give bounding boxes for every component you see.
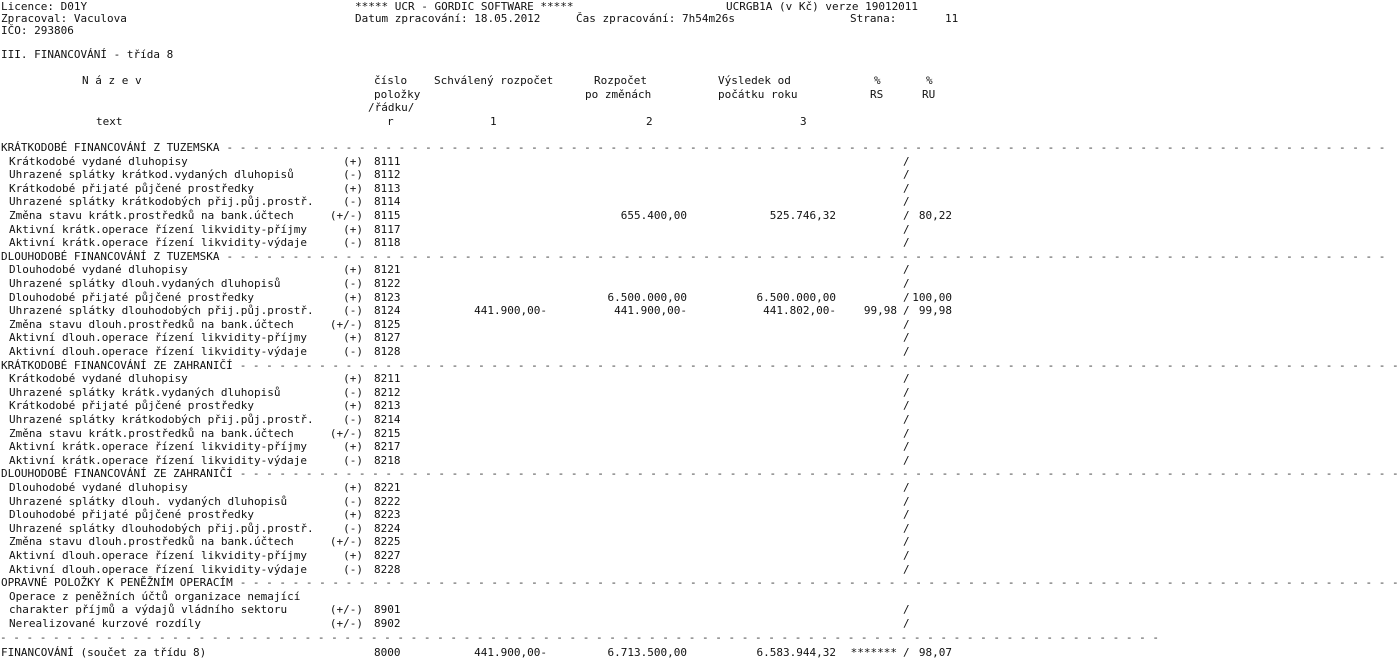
row-name: Krátkodobé přijaté půjčené prostředky [9,399,255,413]
col-rozpocet-2: po změnách [585,88,652,101]
row-code: 8114 [374,195,401,209]
row-sign: (-) [343,168,363,182]
row-name: Uhrazené splátky krátkodobých přij.půj.prostř. [9,195,314,209]
row-slash: / [903,345,910,358]
row-slash: / [903,236,910,250]
total-pct-rs: ******* [850,646,897,660]
row-name: Změna stavu krátk.prostředků na bank.účtech [9,426,294,440]
row-sign: (+) [343,399,363,413]
row-name: Aktivní krátk.operace řízení likvidity-příjmy [9,440,308,454]
row-name: Aktivní dlouh.operace řízení likvidity-příjmy [9,331,308,345]
row-sign: (-) [343,521,363,535]
row-name: Operace z peněžních účtů organizace nemající [9,589,301,603]
row-slash: / [903,263,910,277]
col-cislo-3: /řádku/ [368,101,415,114]
row-code: 8122 [374,277,401,290]
row-rozpocet: 441.900,00- [614,304,687,318]
row-sign: (-) [343,195,363,209]
row-code: 8225 [374,535,401,549]
row-sign: (+/-) [329,603,363,617]
col-cislo-4: r [387,115,394,128]
row-vysledek: 441.802,00- [763,304,836,318]
row-code: 8125 [374,317,401,331]
row-sign: (+) [343,181,363,195]
section-dash-line: - - - - - - - - - - - - - - - - - - - - - - - - - - - - - - - - - - - - - - - - - - - - - - - - - - - - - - - - - - - - - - - - - - - - - - - - - - - - - - - - - - - - - - - - [239,576,1399,590]
row-slash: / [903,603,910,617]
row-name: Krátkodobé přijaté půjčené prostředky [9,181,255,195]
total-rozpocet: 6.713.500,00 [607,646,687,660]
section-title: III. FINANCOVÁNÍ - třída 8 [1,48,174,61]
col-pct-rs-1: % [874,74,881,87]
row-slash: / [903,181,910,195]
row-sign: (-) [343,413,363,426]
row-slash: / [903,209,910,222]
section-dash-line: - - - - - - - - - - - - - - - - - - - - - - - - - - - - - - - - - - - - - - - - - - - - - - - - - - - - - - - - - - - - - - - - - - - - - - - - - - - - - - - - - - - - - - - - [226,249,1386,263]
row-sign: (+/-) [329,317,363,331]
row-name: Dlouhodobé vydané dluhopisy [9,263,188,277]
section-dash-line: - - - - - - - - - - - - - - - - - - - - - - - - - - - - - - - - - - - - - - - - - - - - - - - - - - - - - - - - - - - - - - - - - - - - - - - - - - - - - - - - - - - - - - - - [239,467,1399,481]
col-text: text [96,115,123,128]
row-slash: / [903,508,910,522]
col-schvaleny-n: 1 [490,115,497,128]
row-sign: (+) [343,154,363,168]
row-code: 8214 [374,413,401,426]
row-slash: / [903,494,910,508]
row-sign: (+) [343,549,363,562]
row-code: 8221 [374,481,401,494]
strana-label: Strana: [850,12,897,25]
row-code: 8222 [374,494,401,508]
row-code: 8211 [374,372,401,386]
row-code: 8128 [374,345,401,358]
row-code: 8124 [374,304,401,318]
total-vysledek: 6.583.944,32 [756,646,836,660]
row-sign: (-) [343,385,363,399]
row-sign: (+) [343,290,363,304]
row-name: Uhrazené splátky krátk.vydaných dluhopisů [9,385,281,399]
row-code: 8224 [374,521,401,535]
row-code: 8127 [374,331,401,345]
row-slash: / [903,277,910,290]
row-sign: (+) [343,372,363,386]
row-slash: / [903,535,910,549]
row-slash: / [903,413,910,426]
row-slash: / [903,304,910,318]
row-code: 8118 [374,236,401,250]
row-code: 8215 [374,426,401,440]
section-heading: KRÁTKODOBÉ FINANCOVÁNÍ Z TUZEMSKA [1,141,220,154]
row-name: Krátkodobé vydané dluhopisy [9,154,188,168]
row-name: Aktivní dlouh.operace řízení likvidity-výdaje [9,345,308,358]
row-vysledek: 525.746,32 [769,209,836,222]
row-name: Dlouhodobé přijaté půjčené prostředky [9,290,255,304]
row-vysledek: 6.500.000,00 [756,290,836,304]
col-schvaleny: Schválený rozpočet [434,74,554,87]
row-slash: / [903,440,910,454]
row-name: Krátkodobé vydané dluhopisy [9,372,188,386]
col-pct-ru-1: % [926,74,933,87]
row-name: Uhrazené splátky krátkod.vydaných dluhopisů [9,168,294,182]
row-name: Dlouhodobé vydané dluhopisy [9,481,188,494]
row-slash: / [903,453,910,467]
col-cislo-1: číslo [374,74,408,87]
row-slash: / [903,290,910,304]
row-sign: (+) [343,481,363,494]
row-sign: (+/-) [329,617,363,630]
row-sign: (+/-) [329,209,363,222]
row-sign: (-) [343,453,363,467]
row-slash: / [903,521,910,535]
row-schvaleny: 441.900,00- [474,304,547,318]
row-name: Uhrazené splátky krátkodobých přij.půj.prostř. [9,413,314,426]
row-slash: / [903,549,910,562]
row-name: Aktivní krátk.operace řízení likvidity-příjmy [9,222,308,236]
row-code: 8213 [374,399,401,413]
col-pct-ru-2: RU [922,88,936,101]
section-heading: OPRAVNÉ POLOŽKY K PENĚŽNÍM OPERACÍM [1,576,233,590]
total-name: FINANCOVÁNÍ (součet za třídu 8) [1,646,207,660]
col-vysledek-2: počátku roku [718,88,798,101]
row-slash: / [903,385,910,399]
row-rozpocet: 6.500.000,00 [607,290,687,304]
ico: IČO: 293806 [1,24,74,37]
row-name: Aktivní krátk.operace řízení likvidity-výdaje [9,236,308,250]
report-code: UCRGB1A (v Kč) verze 19012011 [726,0,919,13]
row-sign: (+/-) [329,535,363,549]
row-slash: / [903,562,910,576]
row-name: Změna stavu krátk.prostředků na bank.účtech [9,209,294,222]
cas-zpracovani: Čas zpracování: 7h54m26s [576,12,735,25]
total-code: 8000 [374,646,401,660]
row-name: Nerealizované kurzové rozdíly [9,617,202,630]
row-sign: (+) [343,440,363,454]
row-code: 8113 [374,181,401,195]
section-dash-line: - - - - - - - - - - - - - - - - - - - - - - - - - - - - - - - - - - - - - - - - - - - - - - - - - - - - - - - - - - - - - - - - - - - - - - - - - - - - - - - - - - - - - - - - [239,358,1399,372]
col-cislo-2: položky [374,88,421,101]
row-name: Dlouhodobé přijaté půjčené prostředky [9,508,255,522]
row-sign: (+) [343,263,363,277]
total-slash: / [903,646,910,660]
row-slash: / [903,222,910,236]
row-code: 8902 [374,617,401,630]
row-code: 8121 [374,263,401,277]
software-banner: ***** UCR - GORDIC SOFTWARE ***** [355,0,574,13]
total-schvaleny: 441.900,00- [474,646,547,660]
zpracoval: Zpracoval: Vaculova [1,12,127,25]
section-heading: DLOUHODOBÉ FINANCOVÁNÍ Z TUZEMSKA [1,249,220,263]
section-dash-line: - - - - - - - - - - - - - - - - - - - - - - - - - - - - - - - - - - - - - - - - - - - - - - - - - - - - - - - - - - - - - - - - - - - - - - - - - - - - - - - - - - - - - - - - [226,141,1386,154]
row-code: 8218 [374,453,401,467]
row-sign: (-) [343,494,363,508]
row-code: 8901 [374,603,401,617]
row-sign: (-) [343,304,363,318]
section-heading: DLOUHODOBÉ FINANCOVÁNÍ ZE ZAHRANIČÍ [1,467,233,481]
section-heading: KRÁTKODOBÉ FINANCOVÁNÍ ZE ZAHRANIČÍ [1,358,233,372]
row-slash: / [903,617,910,630]
row-slash: / [903,372,910,386]
col-nazev: N á z e v [82,74,142,87]
row-name: Aktivní krátk.operace řízení likvidity-výdaje [9,453,308,467]
row-slash: / [903,168,910,182]
col-vysledek-1: Výsledek od [718,74,791,87]
col-pct-rs-2: RS [870,88,884,101]
col-rozpocet-n: 2 [646,115,653,128]
row-slash: / [903,399,910,413]
row-code: 8227 [374,549,401,562]
row-name: Změna stavu dlouh.prostředků na bank.účtech [9,535,294,549]
col-rozpocet-1: Rozpočet [594,74,647,87]
row-name: charakter příjmů a výdajů vládního sektoru [9,603,288,617]
strana-value: 11 [945,12,959,25]
row-sign: (+) [343,222,363,236]
row-sign: (-) [343,277,363,290]
row-code: 8223 [374,508,401,522]
licence: Licence: D01Y [1,0,88,13]
row-code: 8115 [374,209,401,222]
row-slash: / [903,331,910,345]
datum-zpracovani: Datum zpracování: 18.05.2012 [355,12,541,25]
row-name: Aktivní dlouh.operace řízení likvidity-výdaje [9,562,308,576]
row-rozpocet: 655.400,00 [620,209,687,222]
row-sign: (-) [343,236,363,250]
row-sign: (-) [343,345,363,358]
row-name: Uhrazené splátky dlouh.vydaných dluhopisů [9,277,281,290]
row-code: 8212 [374,385,401,399]
row-code: 8117 [374,222,401,236]
col-vysledek-n: 3 [800,115,807,128]
row-sign: (-) [343,562,363,576]
row-name: Změna stavu dlouh.prostředků na bank.účtech [9,317,294,331]
row-pct-ru: 80,22 [918,209,952,222]
row-pct-ru: 100,00 [912,290,952,304]
row-slash: / [903,195,910,209]
row-name: Uhrazené splátky dlouhodobých přij.půj.prostř. [9,521,314,535]
row-sign: (+) [343,331,363,345]
row-code: 8112 [374,168,401,182]
footer-separator: - - - - - - - - - - - - - - - - - - - - - - - - - - - - - - - - - - - - - - - - - - - - - - - - - - - - - - - - - - - - - - - - - - - - - - - - - - - - - - - - - - - - - - - - [0,630,1159,644]
row-code: 8123 [374,290,401,304]
row-name: Uhrazené splátky dlouh. vydaných dluhopisů [9,494,288,508]
row-name: Aktivní dlouh.operace řízení likvidity-příjmy [9,549,308,562]
row-code: 8217 [374,440,401,454]
row-code: 8111 [374,154,401,168]
row-pct-ru: 99,98 [918,304,952,318]
row-sign: (+/-) [329,426,363,440]
row-slash: / [903,317,910,331]
total-pct-ru: 98,07 [918,646,952,660]
row-sign: (+) [343,508,363,522]
row-slash: / [903,481,910,494]
row-name: Uhrazené splátky dlouhodobých přij.půj.prostř. [9,304,314,318]
row-pct-rs: 99,98 [863,304,897,318]
row-slash: / [903,154,910,168]
row-slash: / [903,426,910,440]
row-code: 8228 [374,562,401,576]
